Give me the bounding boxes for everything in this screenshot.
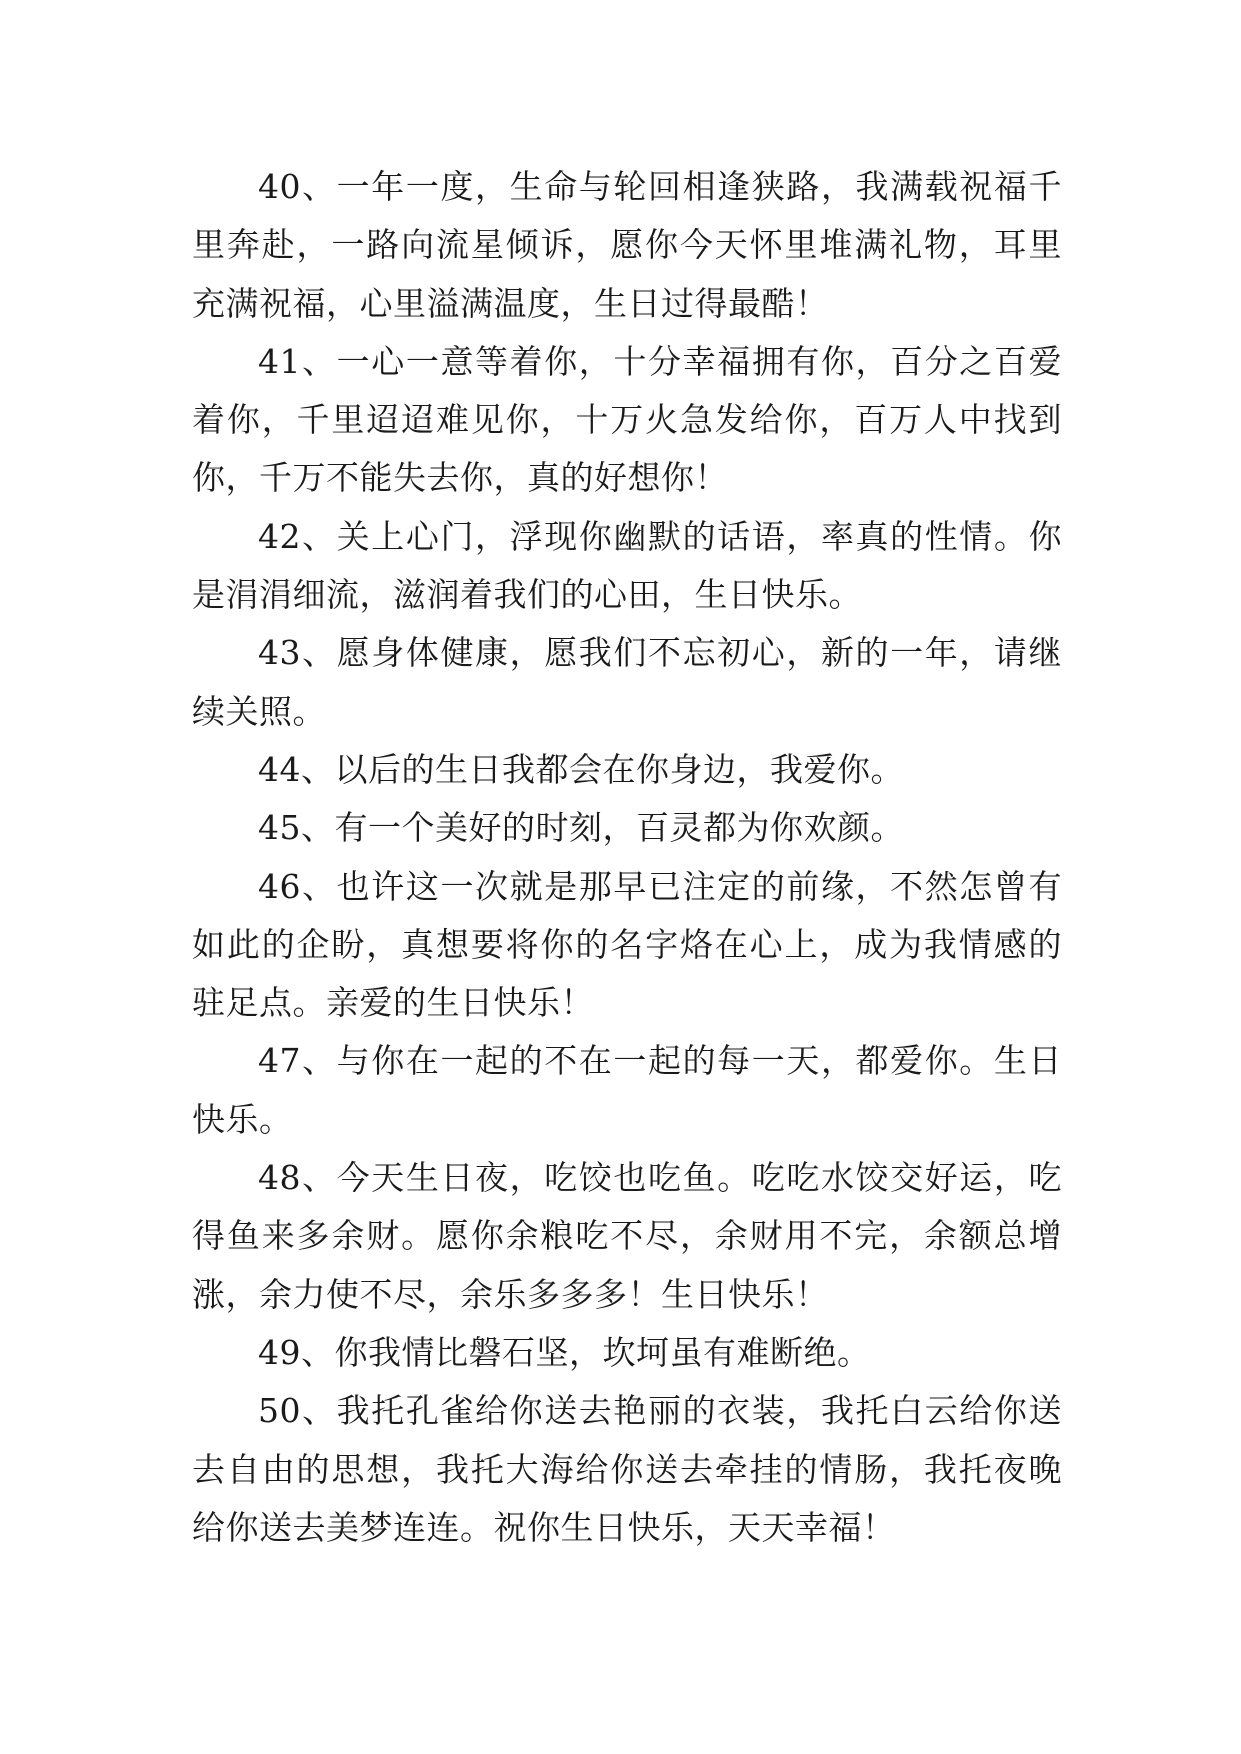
paragraph-44: 44、以后的生日我都会在你身边，我爱你。 bbox=[258, 749, 904, 789]
paragraph-48: 48、今天生日夜，吃饺也吃鱼。吃吃水饺交好运，吃得鱼来多余财。愿你余粮吃不尽，余财用不完，余额总增涨，余力使不尽，余乐多多多！生日快乐！ bbox=[192, 1158, 1062, 1314]
paragraph-41: 41、一心一意等着你，十分幸福拥有你，百分之百爱着你，千里迢迢难见你，十万火急发给你，百万人中找到你，千万不能失去你，真的好想你！ bbox=[192, 341, 1062, 498]
paragraph-43: 43、愿身体健康，愿我们不忘初心，新的一年，请继续关照。 bbox=[192, 633, 1062, 731]
paragraph-46: 46、也许这一次就是那早已注定的前缘，不然怎曾有如此的企盼，真想要将你的名字烙在心上，成为我情感的驻足点。亲爱的生日快乐！ bbox=[192, 866, 1062, 1023]
paragraph-50: 50、我托孔雀给你送去艳丽的衣装，我托白云给你送去自由的思想，我托大海给你送去牵挂的情肠，我托夜晚给你送去美梦连连。祝你生日快乐，天天幸福！ bbox=[192, 1391, 1062, 1547]
paragraph-42: 42、关上心门，浮现你幽默的话语，率真的性情。你是涓涓细流，滋润着我们的心田，生日快乐。 bbox=[192, 516, 1062, 615]
document-body bbox=[192, 158, 1062, 1557]
paragraph-49: 49、你我情比磐石坚，坎坷虽有难断绝。 bbox=[258, 1332, 871, 1372]
paragraph-45: 45、有一个美好的时刻，百灵都为你欢颜。 bbox=[258, 808, 904, 848]
paragraph-40: 40、一年一度，生命与轮回相逢狭路，我满载祝福千里奔赴，一路向流星倾诉，愿你今天怀里堆满礼物，耳里充满祝福，心里溢满温度，生日过得最酷！ bbox=[192, 167, 1062, 323]
paragraph-47: 47、与你在一起的不在一起的每一天，都爱你。生日快乐。 bbox=[192, 1041, 1062, 1139]
